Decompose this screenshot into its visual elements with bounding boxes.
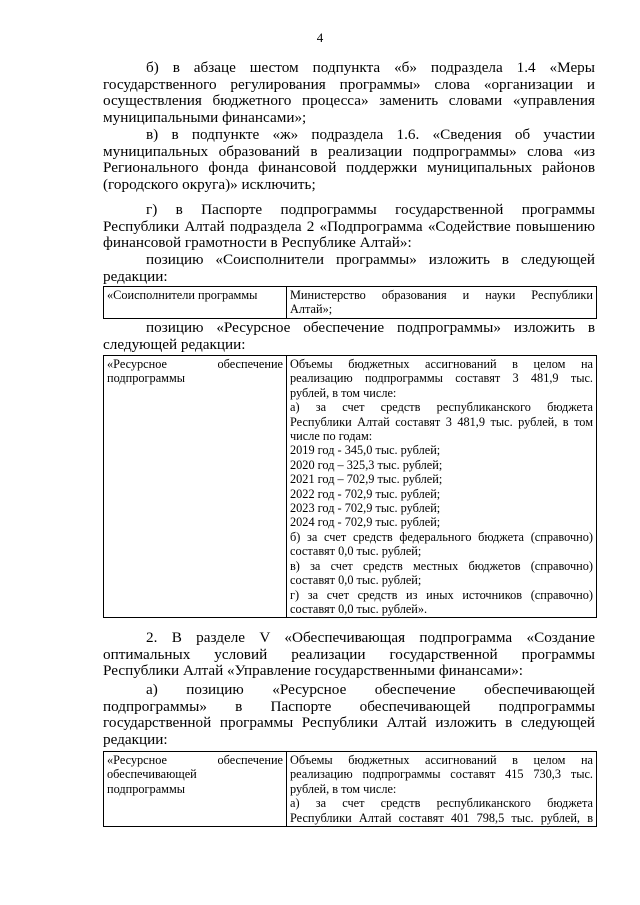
coexecutors-table — [103, 286, 597, 319]
text-line: государственного регулирования программы» слова «организации и — [103, 75, 595, 93]
cell-text: Министерство образования и науки Республики — [290, 288, 593, 302]
cell-text: рублей, в том числе: — [290, 781, 397, 796]
text-line: позицию «Соисполнители программы» изложить в следующей — [146, 251, 595, 268]
cell-text: Республики Алтай составят 3 481,9 тыс. рублей, в том — [290, 414, 593, 429]
cell-text: «Соисполнители программы — [107, 288, 258, 302]
cell-text: составят 0,0 тыс. рублей; — [290, 573, 422, 588]
cell-text: составят 0,0 тыс. рублей; — [290, 544, 422, 559]
table-cell-label — [104, 356, 287, 618]
cell-text: а) за счет средств республиканского бюджета — [290, 400, 593, 415]
paragraph-position-coexecutors — [103, 252, 595, 285]
cell-text: Объемы бюджетных ассигнований в целом на — [290, 753, 593, 767]
cell-text: числе по годам: — [290, 429, 373, 444]
cell-text: 2020 год – 325,3 тыс. рублей; — [290, 457, 443, 472]
text-line: подпрограммы» в Паспорте обеспечивающей подпрограммы — [103, 697, 595, 715]
cell-text: Объемы бюджетных ассигнований в целом на — [290, 357, 593, 371]
text-line: следующей редакции: — [103, 335, 246, 353]
table-row — [104, 287, 597, 319]
paragraph-position-resources — [103, 320, 595, 353]
table-row — [104, 752, 597, 827]
paragraph-section-v — [103, 630, 595, 680]
table-cell-value — [287, 287, 597, 319]
cell-text: составят 0,0 тыс. рублей». — [290, 601, 428, 616]
cell-text: 2019 год - 345,0 тыс. рублей; — [290, 443, 441, 458]
cell-text: Республики Алтай составят 401 798,5 тыс. рублей, в — [290, 810, 593, 825]
text-line: муниципальных образований в реализации подпрограммы» слова «из — [103, 142, 595, 160]
text-line: 2. В разделе V «Обеспечивающая подпрограмма «Создание — [146, 629, 595, 646]
text-line: а) позицию «Ресурсное обеспечение обеспечивающей — [146, 681, 595, 698]
text-line: в) в подпункте «ж» подраздела 1.6. «Сведения об участии — [146, 126, 595, 143]
text-line: (городского округа)» исключить; — [103, 175, 316, 193]
cell-text: реализацию подпрограммы составят 415 730,3 тыс. — [290, 767, 593, 782]
cell-text: в) за счет средств местных бюджетов (справочно) — [290, 558, 593, 573]
page-number: 4 — [316, 30, 324, 45]
cell-text: 2022 год - 702,9 тыс. рублей; — [290, 486, 441, 501]
cell-text: рублей, в том числе: — [290, 385, 397, 400]
cell-text: Алтай»; — [290, 302, 333, 317]
support-subprogram-resources-table — [103, 751, 597, 827]
text-line: позицию «Ресурсное обеспечение подпрограммы» изложить в — [146, 319, 595, 336]
table-cell-label — [104, 752, 287, 827]
text-line: финансовой грамотности в Республике Алтай»: — [103, 234, 412, 251]
table-cell-value — [287, 356, 597, 618]
text-line: Республики Алтай подраздела 2 «Подпрограмма «Содействие повышению — [103, 217, 595, 235]
text-line: Регионального фонда финансовой поддержки муниципальных районов — [103, 159, 595, 176]
cell-text: а) за счет средств республиканского бюджета — [290, 796, 593, 811]
text-line: Республики Алтай «Управление государственными финансами»: — [103, 662, 524, 679]
cell-text: «Ресурсное обеспечение — [107, 753, 283, 767]
table-row — [104, 356, 597, 618]
cell-text: 2024 год - 702,9 тыс. рублей; — [290, 515, 441, 530]
resources-table — [103, 355, 597, 618]
text-line: оптимальных условий реализации государственной программы — [103, 645, 595, 663]
text-line: государственной программы Республики Алтай изложить в следующей — [103, 714, 595, 731]
cell-text: обеспечивающей — [107, 767, 197, 782]
paragraph-b-amendment — [103, 60, 595, 126]
cell-text: «Ресурсное обеспечение — [107, 357, 283, 371]
table-cell-value — [287, 752, 597, 827]
text-line: редакции: — [103, 730, 168, 748]
text-line: муниципальными финансами»; — [103, 108, 307, 126]
text-line: редакции: — [103, 267, 168, 285]
cell-text: подпрограммы — [107, 371, 185, 386]
paragraph-a-amendment — [103, 682, 595, 748]
cell-text: б) за счет средств федерального бюджета (справочно) — [290, 529, 593, 544]
paragraph-v-amendment — [103, 127, 595, 193]
text-line: б) в абзаце шестом подпункта «б» подраздела 1.4 «Меры — [146, 59, 595, 76]
cell-text: подпрограммы — [107, 781, 185, 796]
cell-text: 2023 год - 702,9 тыс. рублей; — [290, 501, 441, 516]
table-cell-label — [104, 287, 287, 319]
text-line: осуществления бюджетного процесса» заменить словами «управления — [103, 92, 595, 109]
cell-text: 2021 год – 702,9 тыс. рублей; — [290, 472, 443, 487]
cell-text: г) за счет средств из иных источников (справочно) — [290, 587, 593, 602]
cell-text: реализацию подпрограммы составят 3 481,9 тыс. — [290, 371, 593, 386]
paragraph-g-amendment — [103, 202, 595, 252]
text-line: г) в Паспорте подпрограммы государственной программы — [146, 201, 595, 218]
